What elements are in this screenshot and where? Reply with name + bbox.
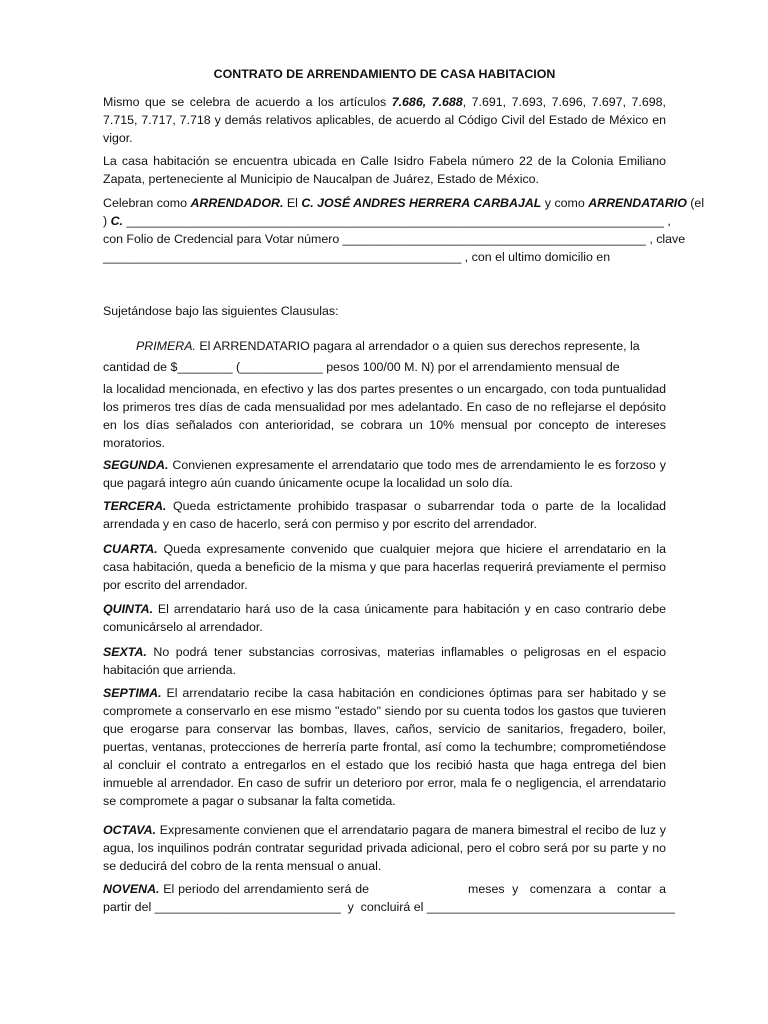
- clause-cuarta: CUARTA. Queda expresamente convenido que cualquier mejora que hiciere el arrendatario en la casa habitación, queda a beneficio de la misma y que para hacerlas requerirá previamente el permiso por escrito del arrendador.: [103, 542, 666, 592]
- clause-quinta: QUINTA. El arrendatario hará uso de la casa únicamente para habitación y en caso contrario debe comunicárselo al arrendador.: [103, 602, 666, 634]
- clause-primera: PRIMERA. El ARRENDATARIO pagara al arrendador o a quien sus derechos represente, la cantidad de $________ (____________ pesos 100/00 M. N) por el arrendamiento mensual de la localidad mencionada, en efectivo y las dos partes presentes o un encargado, con toda puntualidad los primeros tres días de cada mensualidad por mes adelantado. En caso de no reflejarse el depósito en los días señalados con anterioridad, se cobrara un 10% mensual por concepto de intereses moratorios.: [103, 339, 666, 450]
- paragraph-parties: Celebran como ARRENDADOR. El C. JOSÉ ANDRES HERRERA CARBAJAL y como ARRENDATARIO (el ) C. ______________________________________________________________________________ , con Folio de Credencial para Votar número ____________________________________________ , clave ____________________________________________________ , con el ultimo domicilio en: [103, 196, 705, 264]
- clause-septima: SEPTIMA. El arrendatario recibe la casa habitación en condiciones óptimas para ser habitado y se compromete a conservarlo en ese mismo "estado" siendo por su cuenta todos los gastos que tuvieren que erogarse para conservar las bombas, llaves, caños, servicio de sanitarios, fregadero, boiler, puertas, ventanas, protecciones de herrería parte frontal, así como la techumbre; comprometiéndose al concluir el contrato a entregarlos en el estado que los recibió hasta que haga entrega del bien inmueble al arrendador. En caso de sufrir un deterioro por error, mala fe o negligencia, el arrendatario se compromete a pagar o subsanar la falta cometida.: [103, 686, 666, 808]
- clause-octava: OCTAVA. Expresamente convienen que el arrendatario pagara de manera bimestral el recibo de luz y agua, los inquilinos podrán contratar seguridad privada adicional, pero el cobro será por su parte y no se deducirá del cobro de la renta mensual o anual.: [103, 823, 666, 873]
- document-title: CONTRATO DE ARRENDAMIENTO DE CASA HABITACION: [213, 67, 556, 81]
- clauses-intro: Sujetándose bajo las siguientes Clausulas:: [103, 304, 339, 318]
- paragraph-articles: Mismo que se celebra de acuerdo a los artículos 7.686, 7.688, 7.691, 7.693, 7.696, 7.697, 7.698, 7.715, 7.717, 7.718 y demás relativos aplicables, de acuerdo al Código Civil del Estado de México en vigor.: [103, 95, 666, 145]
- clause-tercera: TERCERA. Queda estrictamente prohibido traspasar o subarrendar toda o parte de la localidad arrendada y en caso de hacerlo, será con permiso y por escrito del arrendador.: [103, 499, 666, 531]
- clause-novena: NOVENA. El periodo del arrendamiento será de meses y comenzara a contar a partir del ___________________________ y concluirá el ____________________________________: [103, 882, 675, 914]
- clause-sexta: SEXTA. No podrá tener substancias corrosivas, materias inflamables o peligrosas en el espacio habitación que arrienda.: [103, 645, 666, 677]
- clause-segunda: SEGUNDA. Convienen expresamente el arrendatario que todo mes de arrendamiento le es forzoso y que pagará integro aún cuando únicamente ocupe la localidad un solo día.: [103, 458, 666, 490]
- paragraph-location: La casa habitación se encuentra ubicada en Calle Isidro Fabela número 22 de la Colonia Emiliano Zapata, perteneciente al Municipio de Naucalpan de Juárez, Estado de México.: [103, 154, 666, 186]
